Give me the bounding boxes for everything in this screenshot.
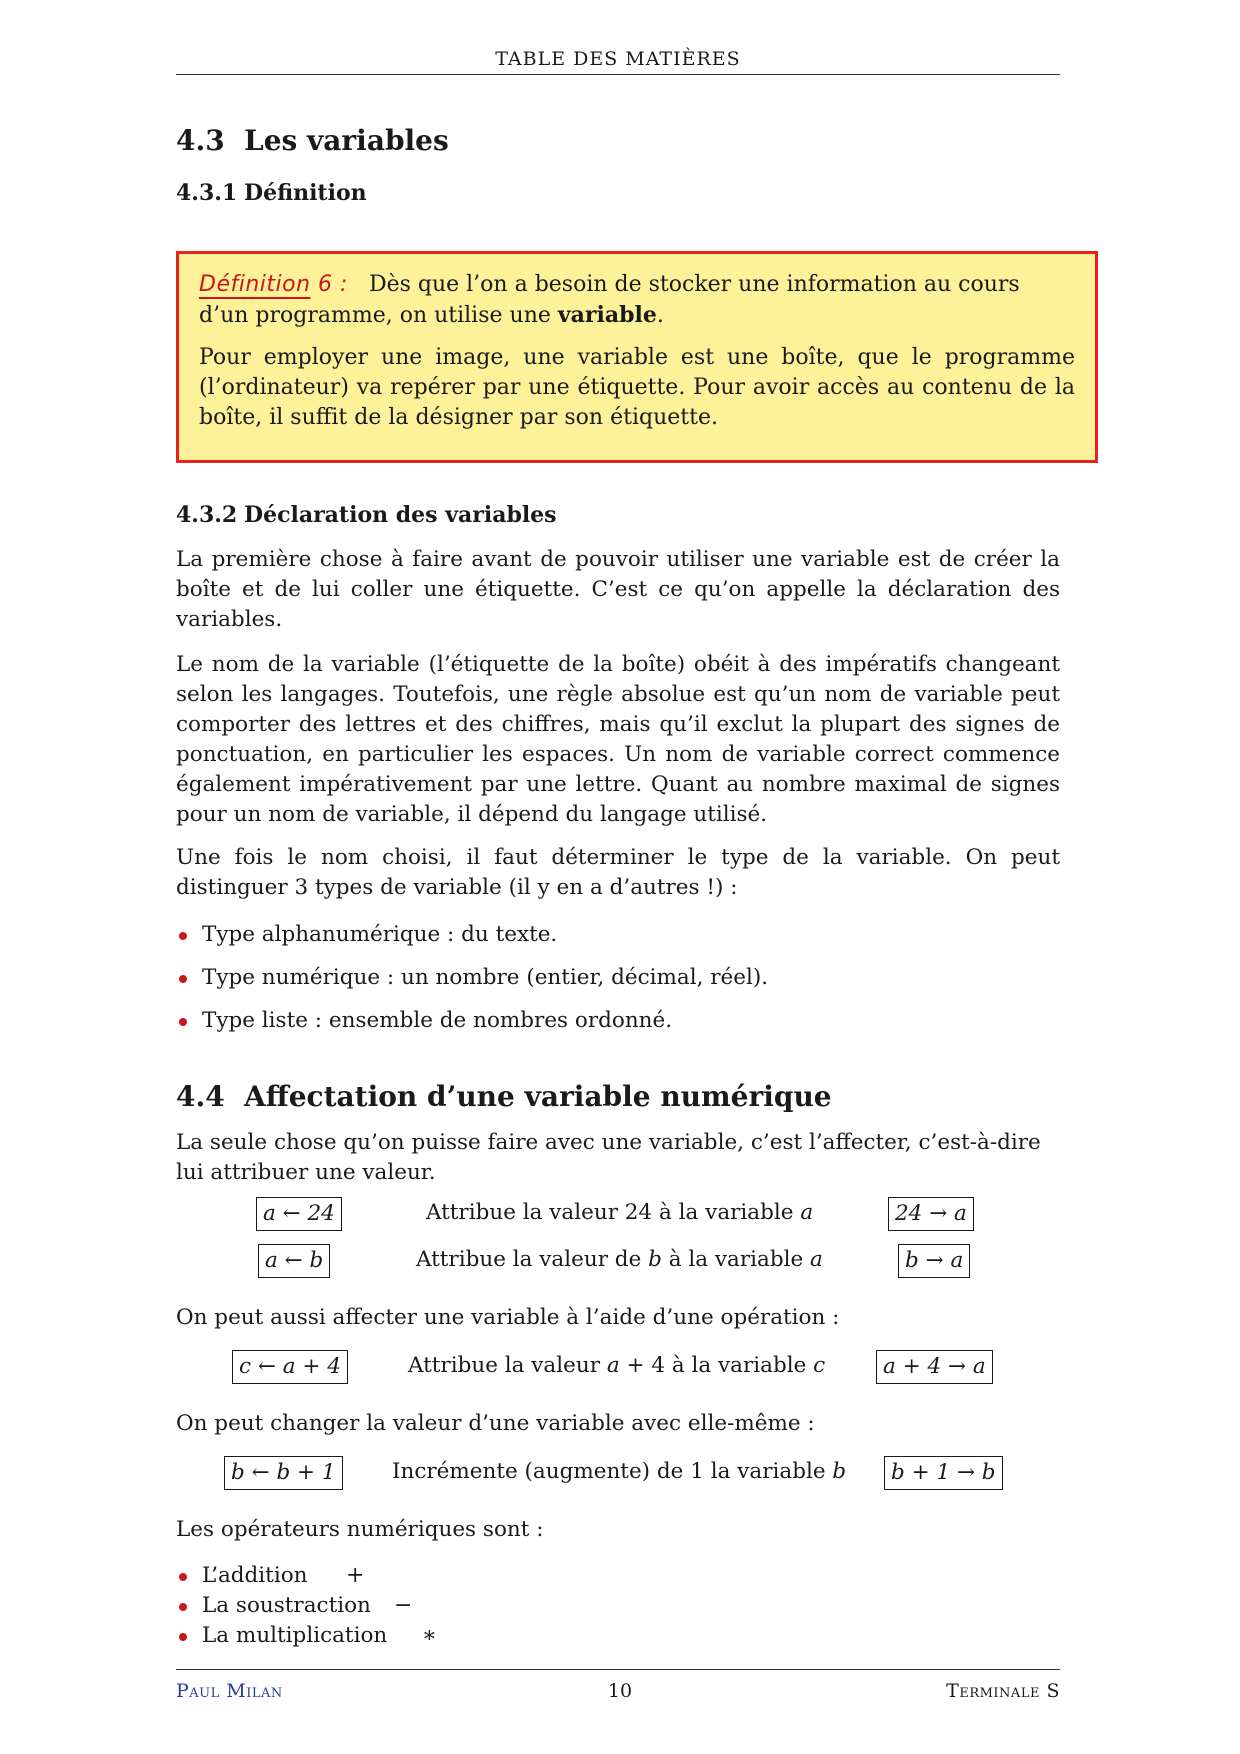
list-item: Type liste : ensemble de nombres ordonné.: [176, 999, 1060, 1042]
page-number: 10: [607, 1680, 633, 1702]
list-item: Type numérique : un nombre (entier, décimal, réel).: [176, 956, 1060, 999]
section-number: 4.4: [176, 1080, 225, 1113]
operators-intro: Les opérateurs numériques sont :: [176, 1517, 544, 1542]
affectation-intro: La seule chose qu’on puisse faire avec une variable, c’est l’affecter, c’est-à-dire lui attribuer une valeur.: [176, 1130, 1041, 1185]
definition-tag: Définition 6 :: [199, 272, 348, 297]
header-rule: [176, 74, 1060, 75]
subsection-heading-4-3-2: [176, 502, 557, 528]
list-item: La multiplication ∗: [176, 1621, 1060, 1651]
section-number: 4.3: [176, 124, 225, 157]
subsection-title: Définition: [244, 180, 367, 206]
definition-box: Définition 6 : Dès que l’on a besoin de stocker une information au cours d’un programme, on utilise une variable. Pour employer une image, une variable est une boîte, que le programme (l’ordinateur) va repérer par une étiquette. Pour avoir accès au contenu de la boîte, il suffit de la désigner par son étiquette.: [176, 251, 1098, 463]
footer-course: Terminale S: [946, 1680, 1060, 1702]
assignment-description: Attribue la valeur a + 4 à la variable c: [408, 1353, 826, 1378]
assignment-right-box: b → a: [898, 1244, 970, 1278]
assignment-description: Attribue la valeur de b à la variable a: [416, 1247, 823, 1272]
declaration-paragraph-3: Une fois le nom choisi, il faut déterminer le type de la variable. On peut distinguer 3 types de variable (il y en a d’autres !) :: [176, 845, 1060, 900]
variable-types-list: [176, 913, 1060, 1042]
assignment-description: Incrémente (augmente) de 1 la variable b: [392, 1459, 847, 1484]
section-heading-4-4: [176, 1080, 832, 1113]
affectation-row: [176, 1350, 1060, 1386]
section-heading-4-3: [176, 124, 449, 157]
list-item: La soustraction −: [176, 1591, 1060, 1621]
subsection-title: Déclaration des variables: [244, 502, 557, 528]
list-item: L’addition +: [176, 1561, 1060, 1591]
plus-symbol: +: [346, 1563, 365, 1588]
affectation-row: [176, 1197, 1060, 1233]
footer-rule: [176, 1669, 1060, 1670]
definition-text-start: Dès que l’on a besoin de stocker une information au cours d’un programme, on utilise une: [199, 272, 1020, 328]
subsection-number: 4.3.2: [176, 502, 238, 528]
operation-intro: On peut aussi affecter une variable à l’aide d’une opération :: [176, 1305, 840, 1330]
operators-list: [176, 1561, 1060, 1651]
assignment-left-box: c ← a + 4: [232, 1350, 348, 1384]
assignment-right-box: a + 4 → a: [876, 1350, 993, 1384]
section-title: Les variables: [244, 124, 449, 157]
affectation-row: [176, 1456, 1060, 1492]
assignment-left-box: a ← 24: [256, 1197, 342, 1231]
assignment-left-box: a ← b: [258, 1244, 330, 1278]
declaration-paragraph-2: Le nom de la variable (l’étiquette de la boîte) obéit à des impératifs changeant selon les langages. Toutefois, une règle absolue est qu’un nom de variable peut comporter des lettres et des chiffres, mais qu’il exclut la plupart des signes de ponctuation, en particulier les espaces. Un nom de variable correct commence également impérativement par une lettre. Quant au nombre maximal de signes pour un nom de variable, il dépend du langage utilisé.: [176, 652, 1060, 827]
definition-paragraph-2: Pour employer une image, une variable est une boîte, que le programme (l’ordinateur) va repérer par une étiquette. Pour avoir accès au contenu de la boîte, il suffit de la désigner par son étiquette.: [199, 345, 1075, 430]
minus-symbol: −: [394, 1593, 413, 1618]
multiply-symbol: ∗: [422, 1623, 437, 1648]
assignment-right-box: 24 → a: [888, 1197, 974, 1231]
assignment-right-box: b + 1 → b: [884, 1456, 1003, 1490]
definition-keyword: variable: [557, 302, 657, 328]
assignment-left-box: b ← b + 1: [224, 1456, 343, 1490]
affectation-row: [176, 1244, 1060, 1280]
subsection-number: 4.3.1: [176, 180, 238, 206]
running-header: TABLE DES MATIÈRES: [495, 48, 741, 70]
section-title: Affectation d’une variable numérique: [244, 1080, 832, 1113]
list-item: Type alphanumérique : du texte.: [176, 913, 1060, 956]
assignment-description: Attribue la valeur 24 à la variable a: [426, 1200, 814, 1225]
declaration-paragraph-1: La première chose à faire avant de pouvoir utiliser une variable est de créer la boîte et de lui coller une étiquette. C’est ce qu’on appelle la déclaration des variables.: [176, 547, 1060, 632]
self-assignment-intro: On peut changer la valeur d’une variable avec elle-même :: [176, 1411, 815, 1436]
subsection-heading-4-3-1: [176, 180, 367, 206]
footer-author: Paul Milan: [176, 1680, 283, 1702]
